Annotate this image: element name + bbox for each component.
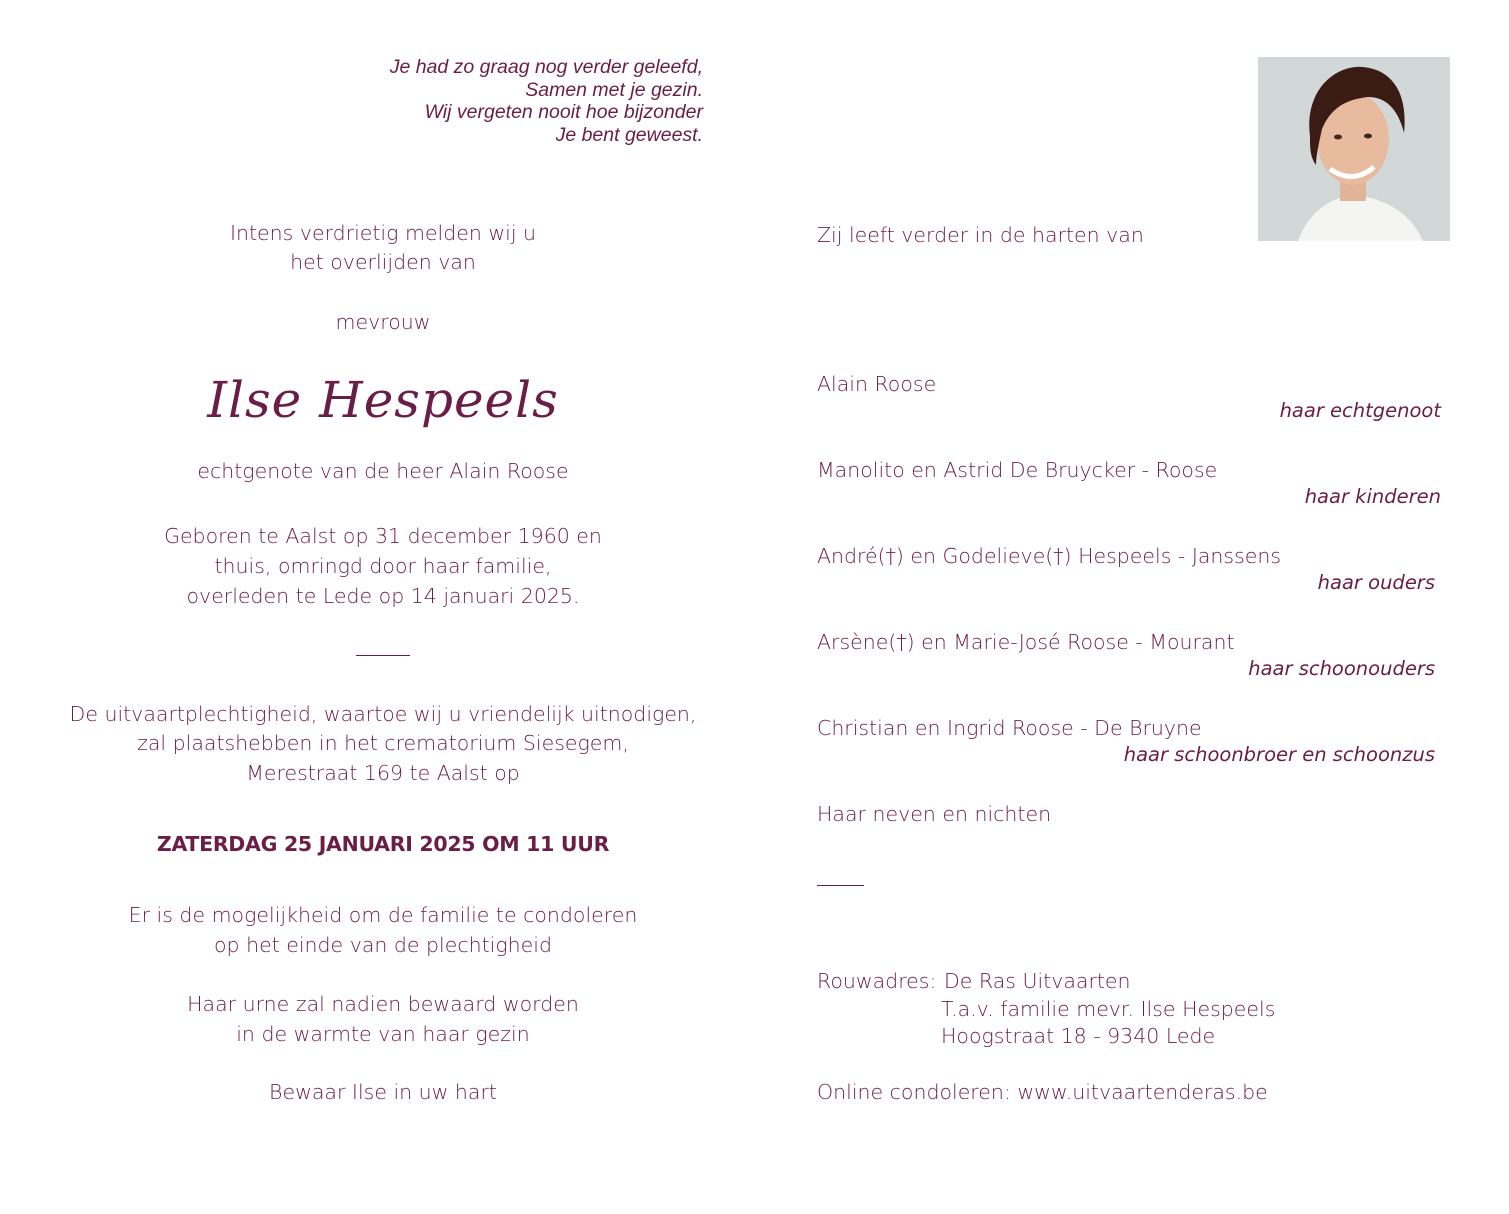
online-condolence-link[interactable]: Online condoleren: www.uitvaartenderas.be [817, 1080, 1268, 1104]
deceased-name: Ilse Hespeels [207, 371, 559, 429]
portrait-illustration [1258, 57, 1450, 241]
ceremony-datetime: ZATERDAG 25 JANUARI 2025 OM 11 UUR [156, 832, 610, 856]
poem-line: Samen met je gezin. [525, 78, 703, 101]
urn-line: in de warmte van haar gezin [236, 1022, 530, 1046]
ceremony-line: Merestraat 169 te Aalst op [246, 761, 520, 785]
life-line: overleden te Lede op 14 januari 2025. [186, 584, 580, 608]
poem-line: Je had zo graag nog verder geleefd, [389, 56, 703, 78]
family-member-relation: haar echtgenoot [1279, 399, 1441, 422]
family-member-relation: haar kinderen [1304, 485, 1441, 508]
condolence-line: op het einde van de plechtigheid [214, 933, 552, 957]
family-member-names: Christian en Ingrid Roose - De Bruyne [817, 716, 1202, 740]
portrait-photo [1258, 57, 1450, 241]
title: mevrouw [335, 310, 431, 334]
intro-line: Intens verdrietig melden wij u [229, 221, 537, 245]
family-member-relation: haar schoonouders [1248, 657, 1435, 680]
family-member-names: Alain Roose [817, 372, 937, 396]
intro-line: het overlijden van [290, 250, 476, 274]
ceremony-line: zal plaatshebben in het crematorium Siesegem, [137, 731, 629, 755]
poem [250, 56, 703, 146]
divider [356, 655, 410, 656]
family-others: Haar neven en nichten [817, 802, 1052, 826]
family-heading: Zij leeft verder in de harten van [817, 223, 1144, 247]
contact-label: Rouwadres: [817, 969, 937, 993]
condolence-line: Er is de mogelijkheid om de familie te condoleren [128, 903, 638, 927]
contact-line: T.a.v. familie mevr. Ilse Hespeels [941, 997, 1276, 1021]
contact-line: Hoogstraat 18 - 9340 Lede [941, 1024, 1216, 1048]
poem-line: Wij vergeten nooit hoe bijzonder [424, 101, 703, 124]
spouse-line: echtgenote van de heer Alain Roose [197, 459, 569, 483]
urn-line: Haar urne zal nadien bewaard worden [187, 992, 579, 1016]
ceremony-line: De uitvaartplechtigheid, waartoe wij u vriendelijk uitnodigen, [69, 702, 697, 726]
contact-line: De Ras Uitvaarten [944, 969, 1131, 993]
family-member-relation: haar schoonbroer en schoonzus [1123, 743, 1435, 766]
life-line: thuis, omringd door haar familie, [214, 554, 552, 578]
family-member-names: Manolito en Astrid De Bruycker - Roose [817, 458, 1218, 482]
family-member-names: Arsène(†) en Marie-José Roose - Mourant [817, 630, 1235, 654]
life-line: Geboren te Aalst op 31 december 1960 en [164, 524, 602, 548]
family-member-relation: haar ouders [1317, 571, 1435, 594]
family-member-names: André(†) en Godelieve(†) Hespeels - Janssens [817, 544, 1282, 568]
closing-line: Bewaar Ilse in uw hart [269, 1080, 497, 1104]
poem-line: Je bent geweest. [555, 123, 703, 146]
divider [817, 885, 864, 886]
